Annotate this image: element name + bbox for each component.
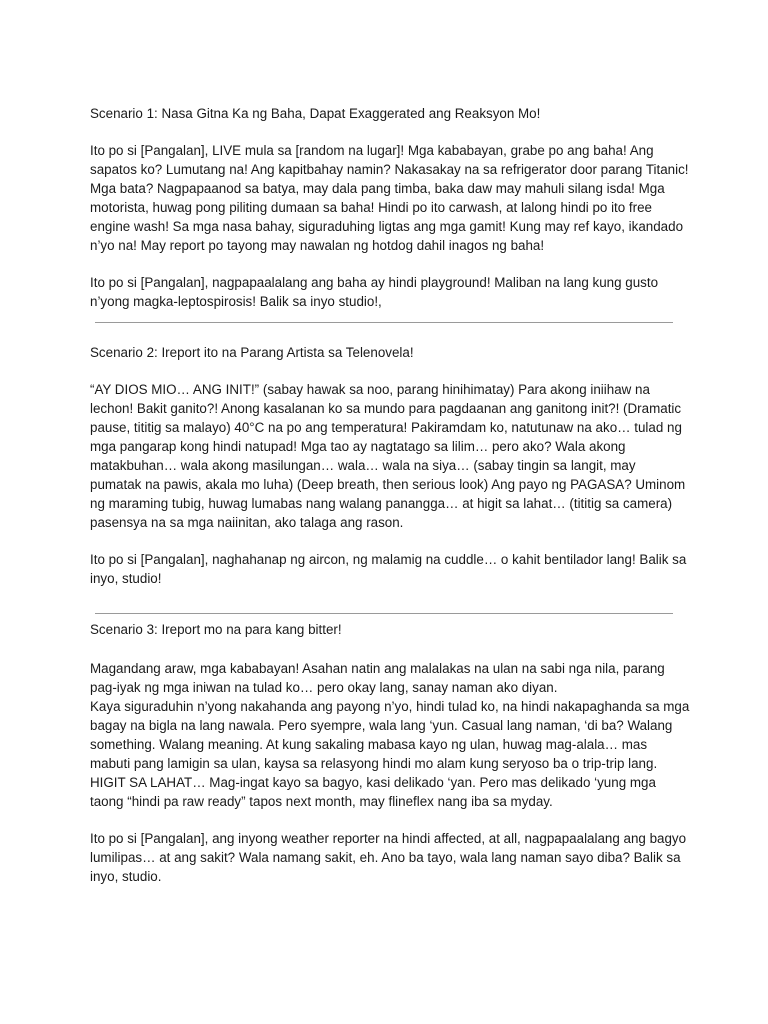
scenario-1-report-paragraph: Ito po si [Pangalan], LIVE mula sa [random na lugar]! Mga kababayan, grabe po ang baha! Ang sapatos ko? Lumutang na! Ang kapitbahay namin? Nakasakay na sa refrigerator door parang Titanic! Mga bata? Nagpapaanod sa batya, may dala pang timba, baka daw may mahuli silang isda! Mga motorista, huwag pong piliting dumaan sa baha! Hindi po ito carwash, at lalong hindi po ito free engine wash! Sa mga nasa bahay, siguraduhing ligtas ang mga gamit! Kung may ref kayo, ikandado n’yo na! May report po tayong may nawalan ng hotdog dahil inagos ng baha! [90,143,689,253]
scenario-3-signoff-paragraph: Ito po si [Pangalan], ang inyong weather reporter na hindi affected, at all, nagpapaalalang ang bagyo lumilipas… at ang sakit? Wala namang sakit, eh. Ano ba tayo, wala lang naman sayo diba? Balik sa inyo, studio. [90,831,687,884]
scenario-3-heading: Scenario 3: Ireport mo na para kang bitter! [90,622,342,637]
scenario-3-report-paragraph: Kaya siguraduhin n’yong nakahanda ang payong n’yo, hindi tulad ko, na hindi nakapaghanda sa mga bagay na bigla na lang nawala. Pero syempre, wala lang ‘yun. Casual lang naman, ‘di ba? Walang something. Walang meaning. At kung sakaling mabasa kayo ng ulan, huwag mag-alala… mas mabuti pang lamigin sa ulan, kaysa sa relasyong hindi mo alam kung seryoso ba o trip-trip lang. HIGIT SA LAHAT… Mag-ingat kayo sa bagyo, kasi delikado ‘yan. Pero mas delikado ‘yung mga taong “hindi pa raw ready” tapos next month, may flineflex nang iba sa myday. [90,699,690,809]
scenario-1-heading: Scenario 1: Nasa Gitna Ka ng Baha, Dapat Exaggerated ang Reaksyon Mo! [90,106,541,121]
scenario-2-section [90,343,690,588]
scenario-2-heading: Scenario 2: Ireport ito na Parang Artista sa Telenovela! [90,345,414,360]
scenario-3-intro-paragraph: Magandang araw, mga kababayan! Asahan natin ang malalakas na ulan na sabi nga nila, parang pag-iyak ng mga iniwan na tulad ko… pero okay lang, sanay naman ako diyan. [90,661,665,695]
scenario-2-signoff-paragraph: Ito po si [Pangalan], naghahanap ng aircon, ng malamig na cuddle… o kahit bentilador lang! Balik sa inyo, studio! [90,552,687,586]
scenario-1-signoff-paragraph: Ito po si [Pangalan], nagpapaalalang ang baha ay hindi playground! Maliban na lang kung gusto n’yong magka-leptospirosis! Balik sa inyo studio!, [90,275,659,309]
scenario-1-section [90,104,690,311]
section-divider [95,322,673,323]
scenario-3-section [90,620,690,886]
scenario-2-report-paragraph: “AY DIOS MIO… ANG INIT!” (sabay hawak sa noo, parang hinihimatay) Para akong iniihaw na lechon! Bakit ganito?! Anong kasalanan ko sa mundo para pagdaanan ang ganitong init?! (Dramatic pause, tititig sa malayo) 40°C na po ang temperatura! Pakiramdam ko, natutunaw na ako… tulad ng mga pangarap kong hindi natupad! Mga tao ay nagtatago sa lilim… pero ako? Wala akong matakbuhan… wala akong masilungan… wala… wala na siya… (sabay tingin sa langit, may pumatak na pawis, akala mo luha) (Deep breath, then serious look) Ang payo ng PAGASA? Uminom ng maraming tubig, huwag lumabas nang walang panangga… at higit sa lahat… (tititig sa camera) pasensya na sa mga naiinitan, ako talaga ang rason. [90,382,686,530]
section-divider [95,613,673,614]
document-page [90,104,690,886]
